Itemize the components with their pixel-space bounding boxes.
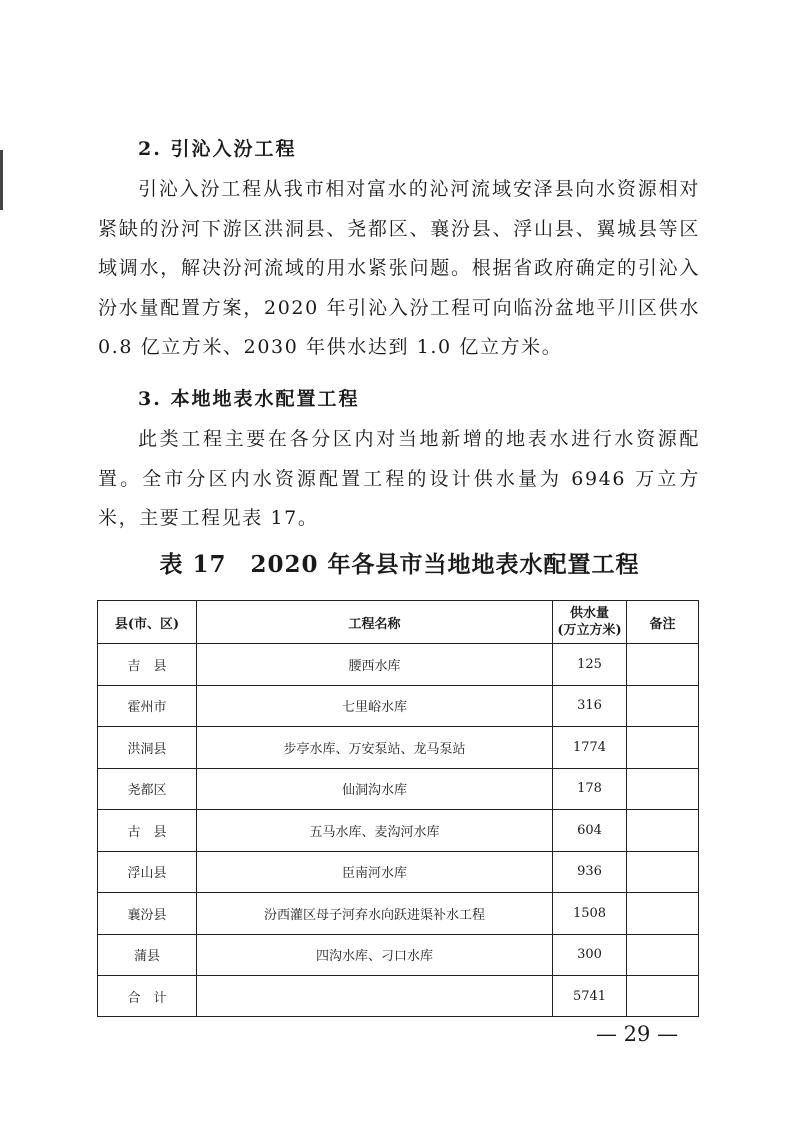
cell-project: 五马水库、麦沟河水库 — [197, 810, 553, 852]
cell-supply: 936 — [553, 851, 627, 893]
table-row — [98, 727, 699, 769]
cell-supply: 604 — [553, 810, 627, 852]
cell-project: 七里峪水库 — [197, 685, 553, 727]
cell-total-label: 合 计 — [98, 976, 197, 1017]
header-remarks: 备注 — [627, 601, 699, 644]
page-number: — 29 — — [596, 1022, 679, 1046]
cell-remarks — [627, 727, 699, 769]
table-row — [98, 810, 699, 852]
cell-project: 仙洞沟水库 — [197, 768, 553, 810]
cell-county: 尧都区 — [98, 768, 197, 810]
cell-remarks — [627, 768, 699, 810]
cell-project: 步亭水库、万安泵站、龙马泵站 — [197, 727, 553, 769]
section-paragraph-3: 此类工程主要在各分区内对当地新增的地表水进行水资源配置。全市分区内水资源配置工程的设计供水量为 6946 万立方米，主要工程见表 17。 — [98, 428, 700, 529]
table-header-row — [98, 601, 699, 644]
cell-remarks — [627, 934, 699, 976]
table-row — [98, 851, 699, 893]
cell-project: 臣南河水库 — [197, 851, 553, 893]
table-row — [98, 685, 699, 727]
table-row — [98, 768, 699, 810]
header-supply — [553, 601, 627, 644]
cell-remarks — [627, 810, 699, 852]
section-heading-3: 3. 本地地表水配置工程 — [138, 388, 360, 410]
cell-total-project — [197, 976, 553, 1017]
cell-county: 襄汾县 — [98, 893, 197, 935]
cell-total-supply: 5741 — [553, 976, 627, 1017]
section-paragraph-2: 引沁入汾工程从我市相对富水的沁河流域安泽县向水资源相对紧缺的汾河下游区洪洞县、尧都区、襄汾县、浮山县、翼城县等区域调水，解决汾河流域的用水紧张问题。根据省政府确定的引沁入汾水量配置方案，2020 年引沁入汾工程可向临汾盆地平川区供水 0.8 亿立方米、2030 年供水达到 1.0 亿立方米。 — [98, 178, 700, 358]
cell-supply: 125 — [553, 644, 627, 686]
water-supply-table — [97, 600, 699, 1017]
cell-supply: 1774 — [553, 727, 627, 769]
header-supply-line2: (万立方米) — [557, 623, 622, 638]
cell-supply: 178 — [553, 768, 627, 810]
cell-remarks — [627, 893, 699, 935]
table-row — [98, 934, 699, 976]
cell-remarks — [627, 685, 699, 727]
cell-total-remarks — [627, 976, 699, 1017]
cell-project: 腰西水库 — [197, 644, 553, 686]
cell-project: 四沟水库、刁口水库 — [197, 934, 553, 976]
cell-county: 浮山县 — [98, 851, 197, 893]
cell-supply: 316 — [553, 685, 627, 727]
cell-county: 吉 县 — [98, 644, 197, 686]
table-title: 表 17 2020 年各县市当地地表水配置工程 — [159, 551, 640, 578]
header-project: 工程名称 — [197, 601, 553, 644]
table-total-row — [98, 976, 699, 1017]
cell-supply: 300 — [553, 934, 627, 976]
cell-county: 古 县 — [98, 810, 197, 852]
cell-remarks — [627, 644, 699, 686]
header-county: 县(市、区) — [98, 601, 197, 644]
cell-remarks — [627, 851, 699, 893]
section-heading-2: 2. 引沁入汾工程 — [138, 138, 297, 160]
cell-supply: 1508 — [553, 893, 627, 935]
scan-edge-mark — [0, 150, 3, 210]
cell-county: 蒲县 — [98, 934, 197, 976]
header-supply-line1: 供水量 — [569, 606, 609, 621]
table-row — [98, 893, 699, 935]
cell-county: 洪洞县 — [98, 727, 197, 769]
cell-county: 霍州市 — [98, 685, 197, 727]
cell-project: 汾西灌区母子河弃水向跃进渠补水工程 — [197, 893, 553, 935]
table-row — [98, 644, 699, 686]
